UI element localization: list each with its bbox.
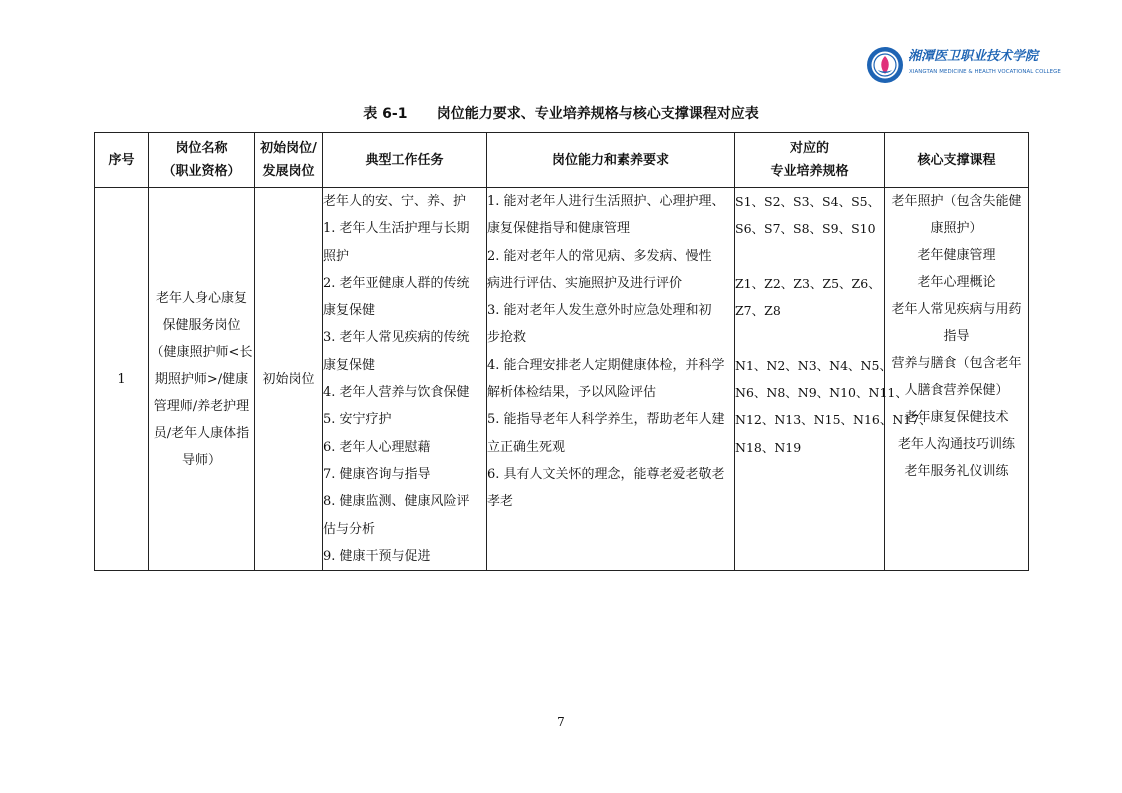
course-line: 老年人沟通技巧训练 (897, 437, 1015, 452)
ability-line: 解析体检结果，予以风险评估 (487, 385, 657, 401)
ability-line: 1. 能对老年人进行生活照护、心理护理、 (487, 194, 725, 209)
ability-line: 立正确生死观 (487, 439, 566, 455)
course-line: 老年照护（包含失能健 (891, 194, 1022, 209)
task-line: 估与分析 (323, 521, 376, 537)
header-stage: 初始岗位/ 发展岗位 (255, 133, 323, 188)
spec-line: N18、N19 (735, 439, 802, 455)
cell-specs (735, 188, 932, 571)
ability-line: 康复保健指导和健康管理 (487, 221, 631, 237)
spec-gap (735, 324, 884, 351)
header-seq: 序号 (95, 133, 149, 188)
task-line: 康复保健 (323, 303, 376, 319)
header-specs: 对应的 专业培养规格 (735, 133, 885, 188)
task-line: 6. 老年人心理慰藉 (323, 439, 431, 455)
task-line: 2. 老年亚健康人群的传统 (323, 275, 470, 291)
course-line: 老年服务礼仪训练 (904, 464, 1009, 479)
position-line: 老年人身心康复 (155, 290, 247, 306)
ability-line: 2. 能对老年人的常见病、多发病、慢性 (487, 248, 712, 264)
cell-abilities (487, 188, 735, 571)
course-line: 老年心理概论 (917, 275, 996, 290)
position-line: 管理师/养老护理 (153, 398, 250, 414)
spec-line: Z7、Z8 (735, 303, 781, 319)
spec-line: S1、S2、S3、S4、S5、 (735, 194, 881, 209)
spec-line: S6、S7、S8、S9、S10 (735, 221, 876, 237)
position-line: （健康照护师<长 (150, 344, 253, 360)
ability-line: 4. 能合理安排老人定期健康体检，并科学 (487, 357, 725, 373)
college-emblem-icon (866, 46, 904, 84)
header-position: 岗位名称 （职业资格） (149, 133, 255, 188)
course-line: 康照护） (930, 221, 983, 236)
header-courses: 核心支撑课程 (885, 133, 1029, 188)
ability-line: 3. 能对老年人发生意外时应急处理和初 (487, 303, 712, 319)
spec-line: N1、N2、N3、N4、N5、 (735, 357, 892, 373)
task-line: 康复保健 (323, 357, 376, 373)
task-line: 7. 健康咨询与指导 (323, 466, 431, 482)
ability-line: 步抢救 (487, 330, 527, 346)
position-line: 员/老年人康体指 (153, 425, 250, 441)
spec-line: N12、N13、N15、N16、N17、 (735, 412, 932, 428)
task-line: 老年人的安、宁、养、护 (323, 194, 467, 209)
spec-line: N6、N8、N9、N10、N11、 (735, 385, 908, 401)
task-line: 8. 健康监测、健康风险评 (323, 494, 470, 510)
spec-line: Z1、Z2、Z3、Z5、Z6、 (735, 275, 881, 291)
college-name-en: XIANGTAN MEDICINE & HEALTH VOCATIONAL COLLEGE (909, 69, 1061, 75)
course-line: 老年康复保健技术 (904, 410, 1009, 425)
task-line: 4. 老年人营养与饮食保健 (323, 385, 470, 401)
page-number: 7 (557, 715, 565, 729)
competency-course-table (94, 132, 1029, 571)
position-line: 保健服务岗位 (162, 317, 241, 333)
cell-position (149, 188, 255, 571)
table-row (95, 188, 1029, 571)
task-line: 1. 老年人生活护理与长期 (323, 221, 470, 237)
header-abilities: 岗位能力和素养要求 (487, 133, 735, 188)
header-tasks: 典型工作任务 (323, 133, 487, 188)
course-line: 老年人常见疾病与用药 (891, 302, 1022, 317)
course-line: 营养与膳食（包含老年 (891, 356, 1022, 371)
table-header-row (95, 133, 1029, 188)
college-logo (866, 46, 1061, 84)
spec-gap (735, 243, 884, 270)
position-line: 期照护师>/健康 (154, 371, 249, 387)
course-line: 指导 (943, 329, 970, 344)
table-caption: 表 6-1 岗位能力要求、专业培养规格与核心支撑课程对应表 (363, 106, 759, 122)
ability-line: 6. 具有人文关怀的理念，能尊老爱老敬老 (487, 466, 725, 482)
course-line: 人膳食营养保健） (904, 383, 1009, 398)
cell-seq: 1 (95, 188, 149, 571)
ability-line: 5. 能指导老年人科学养生，帮助老年人建 (487, 412, 725, 428)
task-line: 3. 老年人常见疾病的传统 (323, 330, 470, 346)
cell-stage: 初始岗位 (255, 188, 323, 571)
task-line: 5. 安宁疗护 (323, 412, 392, 428)
position-line: 导师） (181, 452, 221, 468)
ability-line: 病进行评估、实施照护及进行评价 (487, 275, 683, 291)
task-line: 照护 (323, 248, 350, 264)
course-line: 老年健康管理 (917, 248, 996, 263)
ability-line: 孝老 (487, 494, 514, 510)
task-line: 9. 健康干预与促进 (323, 548, 431, 564)
cell-courses (885, 188, 1029, 571)
college-name-cn: 湘潭医卫职业技术学院 (908, 49, 1039, 64)
cell-tasks (323, 188, 487, 571)
